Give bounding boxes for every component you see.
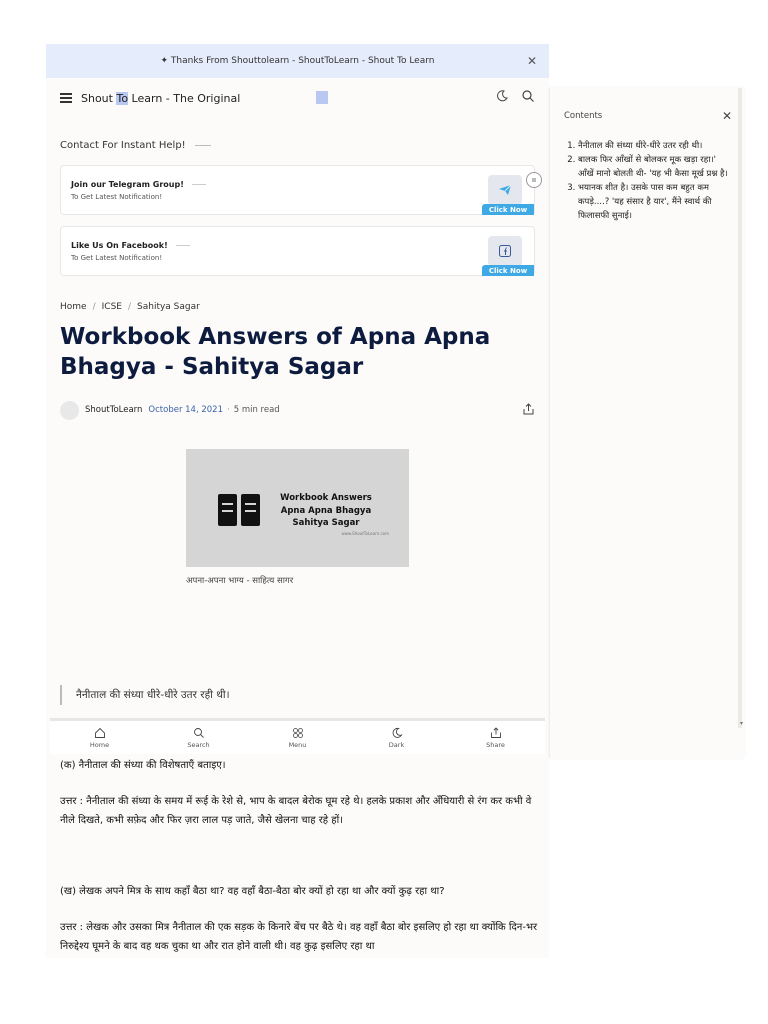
nav-label: Search bbox=[187, 740, 210, 749]
site-title[interactable] bbox=[81, 92, 240, 105]
question-2: (ख) लेखक अपने मित्र के साथ कहाँ बैठा था? वह वहाँ बैठा-बैठा बोर क्यों हो रहा था और क्यों कुढ़ रहा था? bbox=[60, 886, 445, 897]
share-icon[interactable] bbox=[522, 403, 535, 418]
post-date: October 14, 2021 bbox=[148, 405, 223, 415]
moon-icon[interactable] bbox=[495, 88, 509, 107]
thumbnail-title: Workbook Answers Apna Apna Bhagya Sahitya Sagar bbox=[280, 493, 372, 528]
telegram-card[interactable] bbox=[60, 165, 535, 215]
bottom-navigation bbox=[50, 718, 545, 754]
breadcrumb-sahitya-sagar[interactable]: Sahitya Sagar bbox=[137, 302, 200, 312]
blockquote: नैनीताल की संध्या धीरे-धीरे उतर रही थी। bbox=[60, 685, 535, 705]
click-now-button[interactable]: Click Now bbox=[482, 265, 534, 276]
nav-label: Share bbox=[486, 740, 505, 749]
nav-menu[interactable] bbox=[268, 721, 328, 754]
card-title: Like Us On Facebook! bbox=[71, 241, 168, 250]
chat-bubble-icon[interactable] bbox=[526, 172, 542, 188]
read-time: 5 min read bbox=[233, 405, 280, 415]
main-column bbox=[46, 44, 549, 958]
table-of-contents-panel bbox=[549, 88, 744, 758]
home-icon bbox=[94, 727, 106, 739]
toc-item[interactable]: 1. नैनीताल की संध्या धीरे-धीरे उतर रही थी। bbox=[578, 139, 734, 153]
author-name[interactable]: ShoutToLearn bbox=[85, 405, 143, 415]
answer-1: उत्तर : नैनीताल की संध्या के समय में रूई के रेशे से, भाप के बादल बेरोक घूम रहे थे। हलके प्रकाश और अँधियारी से रंग कर कभी वे नीले दिखते, कभी सफ़ेद और फिर ज़रा लाल पड़ जाते, जैसे खेलना चाह रहे हों। bbox=[60, 796, 532, 826]
card-title: Join our Telegram Group! bbox=[71, 180, 184, 189]
share-icon bbox=[490, 727, 502, 739]
facebook-icon bbox=[488, 236, 522, 266]
toc-list bbox=[566, 139, 734, 223]
site-header bbox=[46, 78, 549, 118]
scrollbar[interactable] bbox=[738, 88, 742, 728]
image-caption: अपना-अपना भाग्य - साहित्य सागर bbox=[186, 576, 294, 586]
question-1: (क) नैनीताल की संध्या की विशेषताएँ बताइए। bbox=[60, 760, 226, 771]
close-icon[interactable]: ✕ bbox=[721, 109, 732, 123]
breadcrumb-home[interactable]: Home bbox=[60, 302, 87, 312]
facebook-card[interactable] bbox=[60, 226, 535, 276]
menu-grid-icon bbox=[292, 727, 304, 739]
telegram-icon bbox=[488, 175, 522, 205]
card-subtitle: To Get Latest Notification! bbox=[71, 193, 163, 201]
toc-item[interactable]: 3. भयानक शीत है। उसके पास कम बहुत कम कपड़े....? 'यह संसार है यार', मैंने स्वार्थ की फिलासफी सुनाई। bbox=[578, 181, 734, 223]
nav-search[interactable] bbox=[169, 721, 229, 754]
nav-label: Home bbox=[89, 740, 110, 749]
close-icon[interactable]: ✕ bbox=[526, 54, 537, 68]
breadcrumb-icse[interactable]: ICSE bbox=[101, 302, 122, 312]
nav-share[interactable] bbox=[466, 721, 526, 754]
post-meta: ShoutToLearn October 14, 2021 · 5 min read bbox=[60, 400, 535, 420]
breadcrumb: Home / ICSE / Sahitya Sagar bbox=[60, 302, 200, 312]
toc-item[interactable]: 2. बालक फिर आँखों से बोलकर मूक खड़ा रहा।' आँखें मानो बोलती थी- 'यह भी कैसा मूर्ख प्रश्न है। bbox=[578, 153, 734, 181]
toc-heading: Contents bbox=[564, 111, 603, 121]
featured-image bbox=[186, 449, 409, 567]
click-now-button[interactable]: Click Now bbox=[482, 204, 534, 215]
card-subtitle: To Get Latest Notification! bbox=[71, 254, 163, 262]
site-title-highlight: To bbox=[116, 91, 129, 105]
search-icon bbox=[193, 727, 205, 739]
site-title-part2: Learn - The Original bbox=[128, 91, 241, 105]
site-title-part1: Shout bbox=[81, 91, 117, 105]
nav-label: Dark bbox=[388, 740, 405, 749]
nav-home[interactable] bbox=[70, 721, 130, 754]
nav-dark[interactable] bbox=[367, 721, 427, 754]
search-icon[interactable] bbox=[521, 88, 535, 107]
contact-text: Contact For Instant Help! bbox=[60, 140, 186, 151]
notice-text: ✦ Thanks From Shouttolearn - ShoutToLearn - Shout To Learn bbox=[160, 56, 435, 66]
scroll-down-arrow-icon[interactable]: ▾ bbox=[739, 720, 743, 727]
nav-label: Menu bbox=[288, 740, 307, 749]
page-title: Workbook Answers of Apna Apna Bhagya - Sahitya Sagar bbox=[60, 324, 491, 380]
thumbnail-watermark: www.ShoutToLearn.com bbox=[341, 531, 389, 536]
moon-icon bbox=[391, 727, 403, 739]
text-selection-highlight bbox=[316, 91, 328, 104]
answer-2: उत्तर : लेखक और उसका मित्र नैनीताल की एक सड़क के किनारे बेंच पर बैठे थे। वह वहाँ बैठा बोर इसलिए हो रहा था क्योंकि दिन-भर निरुद्देश्य घूमने के बाद वह थक चुका था और रात होने वाली थी। वह कुढ़ इसलिए रहा था bbox=[60, 922, 538, 952]
notice-bar bbox=[46, 44, 549, 78]
article-content bbox=[60, 756, 538, 956]
hamburger-menu-icon[interactable] bbox=[60, 93, 72, 103]
avatar[interactable] bbox=[60, 401, 79, 420]
contact-heading bbox=[60, 140, 535, 151]
book-icon bbox=[218, 494, 260, 530]
